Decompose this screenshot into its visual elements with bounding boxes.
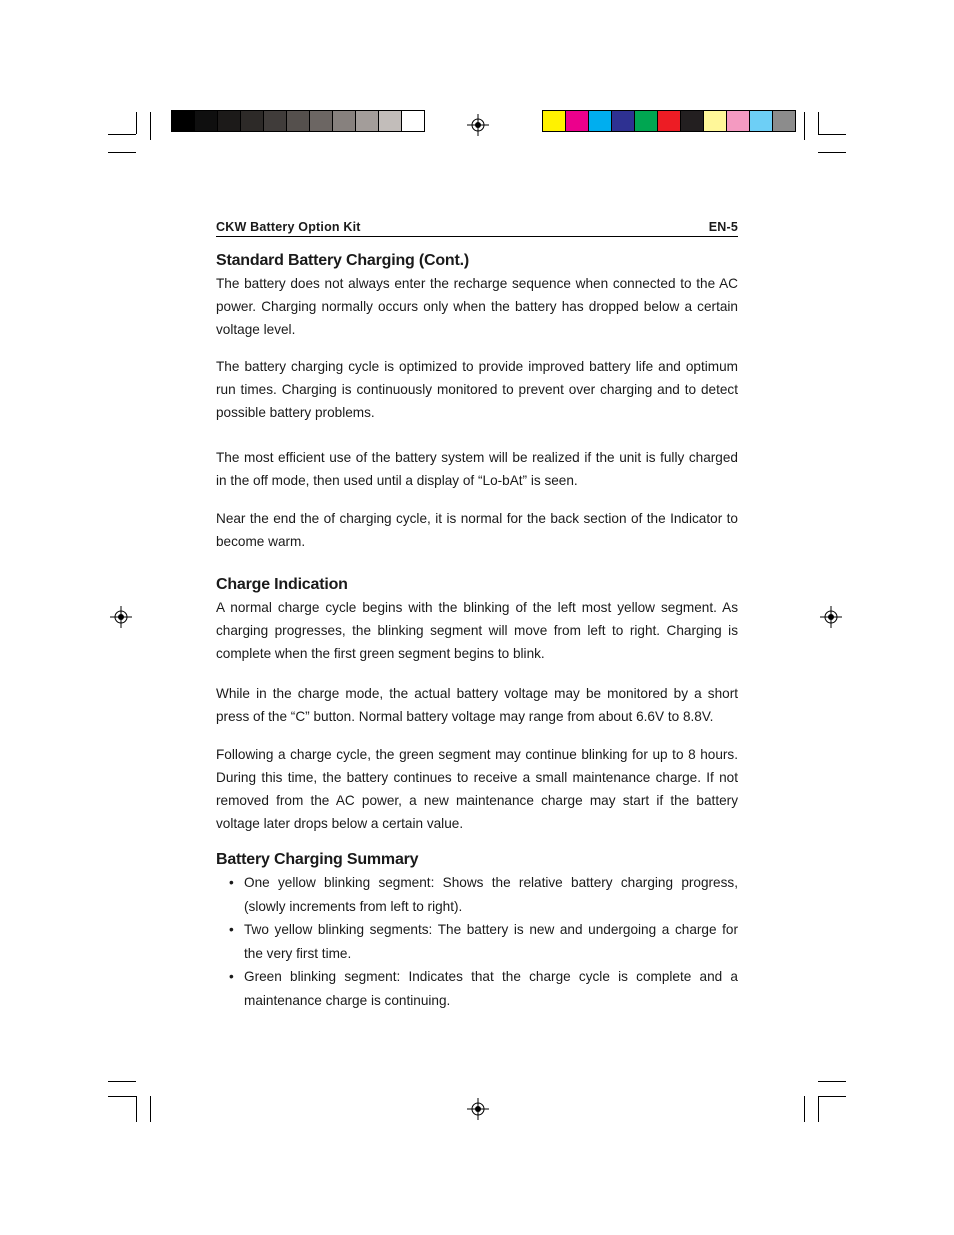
crop-mark	[818, 1096, 819, 1122]
color-swatch	[240, 110, 264, 132]
document-title: CKW Battery Option Kit	[216, 220, 361, 234]
crop-mark	[804, 1096, 805, 1122]
crop-mark	[108, 134, 136, 135]
crop-mark	[108, 1081, 136, 1082]
color-swatch	[309, 110, 333, 132]
crop-mark	[136, 112, 137, 134]
registration-target-icon	[467, 114, 489, 136]
crop-mark	[804, 112, 805, 140]
color-swatch	[588, 110, 612, 132]
running-header	[216, 220, 738, 237]
color-swatch	[634, 110, 658, 132]
page-number: EN-5	[708, 220, 738, 234]
section-standard-charging	[216, 252, 738, 341]
color-swatch	[565, 110, 589, 132]
section-heading: Standard Battery Charging (Cont.)	[216, 252, 469, 269]
crop-mark	[150, 1096, 151, 1122]
registration-target-icon	[467, 1098, 489, 1120]
color-swatch	[194, 110, 218, 132]
section-charging-summary	[216, 851, 738, 1012]
section-paragraph-block	[216, 355, 738, 424]
color-swatch	[332, 110, 356, 132]
crop-mark	[150, 112, 151, 140]
grayscale-calibration-bar	[172, 110, 425, 132]
color-swatch	[657, 110, 681, 132]
color-swatch	[542, 110, 566, 132]
list-item: • Two yellow blinking segments: The battery is new and undergoing a charge for the very first time.	[216, 918, 738, 965]
crop-mark	[818, 1081, 846, 1082]
color-swatch	[378, 110, 402, 132]
color-swatch	[217, 110, 241, 132]
color-swatch	[171, 110, 195, 132]
section-paragraph-block	[216, 446, 738, 492]
section-heading: Charge Indication	[216, 576, 348, 593]
summary-bullet-list	[216, 871, 738, 1012]
color-calibration-bar	[543, 110, 796, 132]
paragraph: Near the end the of charging cycle, it is normal for the back section of the Indicator to become warm.	[216, 511, 738, 549]
color-swatch	[749, 110, 773, 132]
section-paragraph-block	[216, 507, 738, 553]
crop-mark	[818, 134, 846, 135]
color-swatch	[263, 110, 287, 132]
crop-mark	[108, 1096, 136, 1097]
crop-mark	[136, 1096, 137, 1122]
crop-mark	[108, 152, 136, 153]
section-paragraph-block	[216, 682, 738, 728]
color-swatch	[355, 110, 379, 132]
crop-mark	[818, 112, 819, 134]
document-page	[216, 220, 738, 1008]
color-swatch	[611, 110, 635, 132]
paragraph: While in the charge mode, the actual battery voltage may be monitored by a short press of the “C” button. Normal battery voltage may range from about 6.6V to 8.8V.	[216, 686, 738, 724]
paragraph: The battery does not always enter the recharge sequence when connected to the AC power. Charging normally occurs only when the battery has dropped below a certain voltage level.	[216, 276, 738, 337]
crop-mark	[818, 1096, 846, 1097]
registration-target-icon	[110, 606, 132, 628]
color-swatch	[703, 110, 727, 132]
color-swatch	[286, 110, 310, 132]
paragraph: A normal charge cycle begins with the blinking of the left most yellow segment. As charging progresses, the blinking segment will move from left to right. Charging is complete when the first green segment begins to blink.	[216, 600, 738, 661]
color-swatch	[401, 110, 425, 132]
list-item: • One yellow blinking segment: Shows the relative battery charging progress, (slowly increments from left to right).	[216, 871, 738, 918]
paragraph: Following a charge cycle, the green segment may continue blinking for up to 8 hours. During this time, the battery continues to receive a small maintenance charge. If not removed from the AC power, a new maintenance charge may start if the battery voltage later drops below a certain value.	[216, 747, 738, 831]
color-swatch	[680, 110, 704, 132]
paragraph: The battery charging cycle is optimized to provide improved battery life and optimum run times. Charging is continuously monitored to prevent over charging and to detect possible battery problems.	[216, 359, 738, 420]
section-paragraph-block	[216, 743, 738, 835]
section-heading: Battery Charging Summary	[216, 851, 419, 868]
color-swatch	[772, 110, 796, 132]
list-item: • Green blinking segment: Indicates that the charge cycle is complete and a maintenance charge is continuing.	[216, 965, 738, 1012]
registration-target-icon	[820, 606, 842, 628]
color-swatch	[726, 110, 750, 132]
section-charge-indication	[216, 576, 738, 665]
crop-mark	[818, 152, 846, 153]
paragraph: The most efficient use of the battery system will be realized if the unit is fully charged in the off mode, then used until a display of “Lo-bAt” is seen.	[216, 450, 738, 488]
